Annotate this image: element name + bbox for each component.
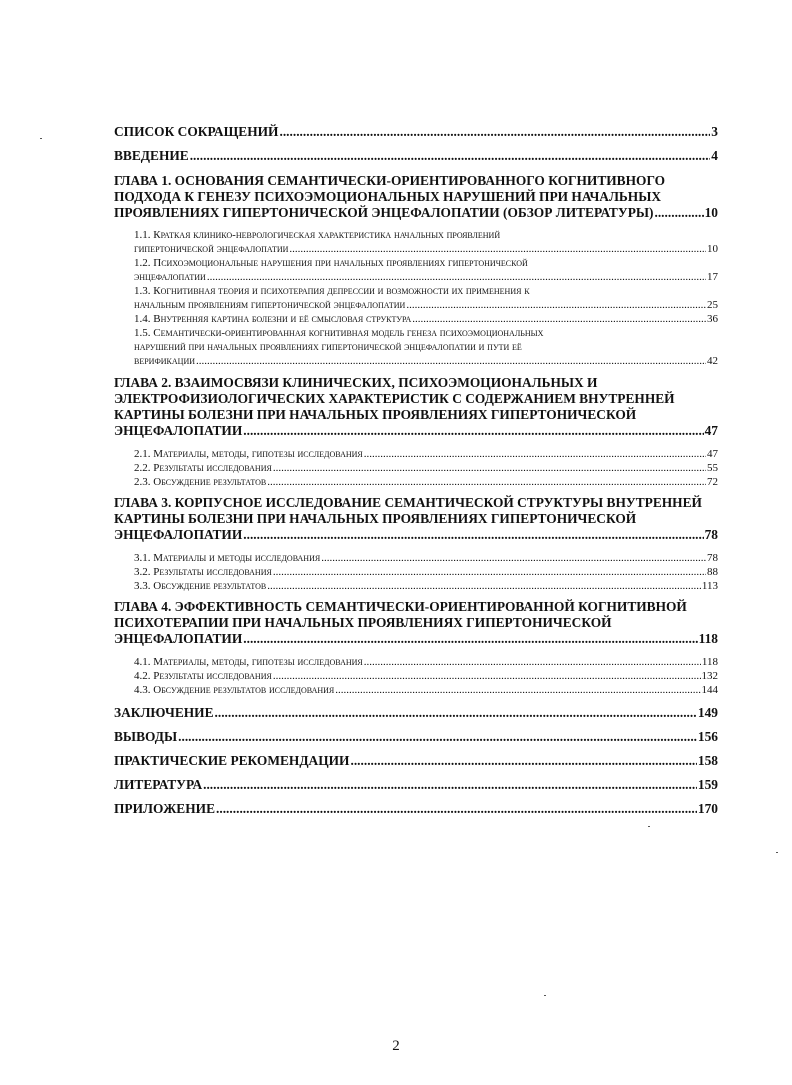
- leader-dots: [289, 242, 706, 256]
- toc-page: 118: [701, 656, 718, 668]
- section-title-line: 4.2. Результаты исследования: [134, 670, 272, 682]
- leader-dots: [267, 579, 701, 593]
- toc-page: 72: [707, 476, 718, 488]
- chapter-title-line: ПРОЯВЛЕНИЯХ ГИПЕРТОНИЧЕСКОЙ ЭНЦЕФАЛОПАТИИ (ОБЗОР ЛИТЕРАТУРЫ): [114, 205, 654, 220]
- toc-page: 55: [707, 462, 718, 474]
- section-title-line: 4.3. Обсуждение результатов исследования: [134, 684, 335, 696]
- section-title-line: 2.2. Результаты исследования: [134, 462, 272, 474]
- toc-page: 158: [697, 753, 718, 768]
- toc-section-2-1[interactable]: [134, 447, 718, 461]
- section-title-line: 1.4. Внутренняя картина болезни и её смысловая структура: [134, 313, 412, 325]
- leader-dots: [243, 631, 697, 647]
- leader-dots: [267, 475, 706, 489]
- section-title-line: 3.3. Обсуждение результатов: [134, 580, 267, 592]
- toc-title: ВВЕДЕНИЕ: [114, 148, 189, 163]
- chapter-title-line: ГЛАВА 4. ЭФФЕКТИВНОСТЬ СЕМАНТИЧЕСКИ-ОРИЕНТИРОВАННОЙ КОГНИТИВНОЙ: [114, 599, 687, 614]
- table-of-contents: [114, 120, 718, 817]
- toc-page: 25: [707, 299, 718, 311]
- toc-entry-conclusion[interactable]: [114, 705, 718, 721]
- toc-entry-abbreviations[interactable]: [114, 124, 718, 140]
- leader-dots: [279, 124, 710, 140]
- toc-page: 144: [701, 684, 718, 696]
- toc-entry-recommendations[interactable]: [114, 753, 718, 769]
- leader-dots: [412, 312, 706, 326]
- section-title-line: 2.1. Материалы, методы, гипотезы исследования: [134, 448, 363, 460]
- toc-page: 156: [697, 729, 718, 744]
- leader-dots: [273, 461, 706, 475]
- leader-dots: [190, 148, 711, 164]
- toc-section-1-3[interactable]: [134, 284, 718, 312]
- section-title-line: нарушений при начальных проявлениях гипертонической энцефалопатии и пути её: [134, 341, 522, 353]
- leader-dots: [654, 205, 703, 221]
- section-title-line: 3.2. Результаты исследования: [134, 566, 272, 578]
- scan-speck: [544, 995, 546, 996]
- leader-dots: [196, 354, 706, 368]
- toc-title: ВЫВОДЫ: [114, 729, 178, 744]
- section-title-line: 4.1. Материалы, методы, гипотезы исследования: [134, 656, 363, 668]
- chapter-title-line: ПСИХОТЕРАПИИ ПРИ НАЧАЛЬНЫХ ПРОЯВЛЕНИЯХ ГИПЕРТОНИЧЕСКОЙ: [114, 615, 612, 630]
- chapter-title-line: ГЛАВА 3. КОРПУСНОЕ ИССЛЕДОВАНИЕ СЕМАНТИЧЕСКОЙ СТРУКТУРЫ ВНУТРЕННЕЙ: [114, 495, 702, 510]
- toc-title: ПРИЛОЖЕНИЕ: [114, 801, 216, 816]
- toc-entry-chapter-2[interactable]: [114, 375, 718, 439]
- section-title-line: верификации: [134, 355, 195, 367]
- chapter-title-line: ГЛАВА 1. ОСНОВАНИЯ СЕМАНТИЧЕСКИ-ОРИЕНТИРОВАННОГО КОГНИТИВНОГО: [114, 173, 666, 188]
- leader-dots: [364, 447, 706, 461]
- section-title-line: 3.1. Материалы и методы исследования: [134, 552, 321, 564]
- toc-section-4-3[interactable]: [134, 683, 718, 697]
- section-title-line: 2.3. Обсуждение результатов: [134, 476, 267, 488]
- leader-dots: [243, 423, 703, 439]
- toc-entry-chapter-3[interactable]: [114, 495, 718, 543]
- scan-speck: [648, 826, 650, 827]
- leader-dots: [203, 777, 697, 793]
- toc-page: 88: [707, 566, 718, 578]
- section-title-line: 1.1. Краткая клинико-неврологическая характеристика начальных проявлений: [134, 229, 501, 241]
- chapter-title-line: ЭНЦЕФАЛОПАТИИ: [114, 631, 243, 646]
- toc-entry-chapter-1[interactable]: [114, 173, 718, 221]
- toc-section-3-1[interactable]: [134, 551, 718, 565]
- chapter-title-line: ГЛАВА 2. ВЗАИМОСВЯЗИ КЛИНИЧЕСКИХ, ПСИХОЭМОЦИОНАЛЬНЫХ И: [114, 375, 598, 390]
- chapter-title-line: ПОДХОДА К ГЕНЕЗУ ПСИХОЭМОЦИОНАЛЬНЫХ НАРУШЕНИЙ ПРИ НАЧАЛЬНЫХ: [114, 189, 662, 204]
- toc-page: 47: [707, 448, 718, 460]
- leader-dots: [321, 551, 706, 565]
- section-title-line: энцефалопатии: [134, 271, 206, 283]
- leader-dots: [335, 683, 700, 697]
- toc-section-4-2[interactable]: [134, 669, 718, 683]
- leader-dots: [273, 565, 706, 579]
- section-title-line: начальным проявлениям гипертонической энцефалопатии: [134, 299, 406, 311]
- toc-page: 42: [707, 355, 718, 367]
- toc-page: 118: [698, 631, 718, 646]
- section-title-line: 1.2. Психоэмоциональные нарушения при начальных проявлениях гипертонической: [134, 257, 528, 269]
- leader-dots: [364, 655, 701, 669]
- toc-entry-appendix[interactable]: [114, 801, 718, 817]
- chapter-title-line: ЭНЦЕФАЛОПАТИИ: [114, 423, 243, 438]
- section-title-line: 1.3. Когнитивная теория и психотерапия депрессии и возможности их применения к: [134, 285, 530, 297]
- toc-section-1-2[interactable]: [134, 256, 718, 284]
- section-title-line: гипертонической энцефалопатии: [134, 243, 289, 255]
- leader-dots: [243, 527, 703, 543]
- toc-page: 132: [701, 670, 718, 682]
- toc-section-2-2[interactable]: [134, 461, 718, 475]
- toc-page: 159: [697, 777, 718, 792]
- toc-section-4-1[interactable]: [134, 655, 718, 669]
- chapter-title-line: ЭЛЕКТРОФИЗИОЛОГИЧЕСКИХ ХАРАКТЕРИСТИК С СОДЕРЖАНИЕМ ВНУТРЕННЕЙ: [114, 391, 675, 406]
- toc-section-3-2[interactable]: [134, 565, 718, 579]
- toc-entry-chapter-4[interactable]: [114, 599, 718, 647]
- toc-page: 36: [707, 313, 718, 325]
- toc-page: 17: [707, 271, 718, 283]
- toc-page: 3: [711, 124, 718, 139]
- leader-dots: [207, 270, 706, 284]
- leader-dots: [273, 669, 701, 683]
- chapter-title-line: КАРТИНЫ БОЛЕЗНИ ПРИ НАЧАЛЬНЫХ ПРОЯВЛЕНИЯХ ГИПЕРТОНИЧЕСКОЙ: [114, 407, 637, 422]
- toc-page: 10: [707, 243, 718, 255]
- toc-entry-findings[interactable]: [114, 729, 718, 745]
- toc-section-1-5[interactable]: [134, 326, 718, 368]
- chapter-title-line: КАРТИНЫ БОЛЕЗНИ ПРИ НАЧАЛЬНЫХ ПРОЯВЛЕНИЯХ ГИПЕРТОНИЧЕСКОЙ: [114, 511, 637, 526]
- toc-title: ПРАКТИЧЕСКИЕ РЕКОМЕНДАЦИИ: [114, 753, 350, 768]
- toc-page: 78: [707, 552, 718, 564]
- section-title-line: 1.5. Семантически-ориентированная когнитивная модель генеза психоэмоциональных: [134, 327, 544, 339]
- toc-page: 170: [697, 801, 718, 816]
- leader-dots: [215, 705, 697, 721]
- toc-entry-literature[interactable]: [114, 777, 718, 793]
- leader-dots: [178, 729, 697, 745]
- toc-page: 4: [711, 148, 718, 163]
- toc-section-3-3[interactable]: [134, 579, 718, 593]
- toc-page: 47: [704, 423, 718, 438]
- chapter-title-line: ЭНЦЕФАЛОПАТИИ: [114, 527, 243, 542]
- page-number: 2: [392, 1038, 400, 1054]
- toc-page: 78: [704, 527, 718, 542]
- leader-dots: [350, 753, 696, 769]
- toc-page: 113: [701, 580, 718, 592]
- toc-section-1-1[interactable]: [134, 228, 718, 256]
- toc-page: 149: [697, 705, 718, 720]
- toc-title: ЛИТЕРАТУРА: [114, 777, 203, 792]
- toc-title: СПИСОК СОКРАЩЕНИЙ: [114, 124, 279, 139]
- leader-dots: [216, 801, 697, 817]
- toc-section-1-4[interactable]: [134, 312, 718, 326]
- toc-title: ЗАКЛЮЧЕНИЕ: [114, 705, 214, 720]
- scan-speck: [40, 138, 42, 139]
- scan-speck: [776, 852, 778, 853]
- toc-page: 10: [704, 205, 718, 220]
- toc-section-2-3[interactable]: [134, 475, 718, 489]
- leader-dots: [406, 298, 706, 312]
- toc-entry-introduction[interactable]: [114, 148, 718, 164]
